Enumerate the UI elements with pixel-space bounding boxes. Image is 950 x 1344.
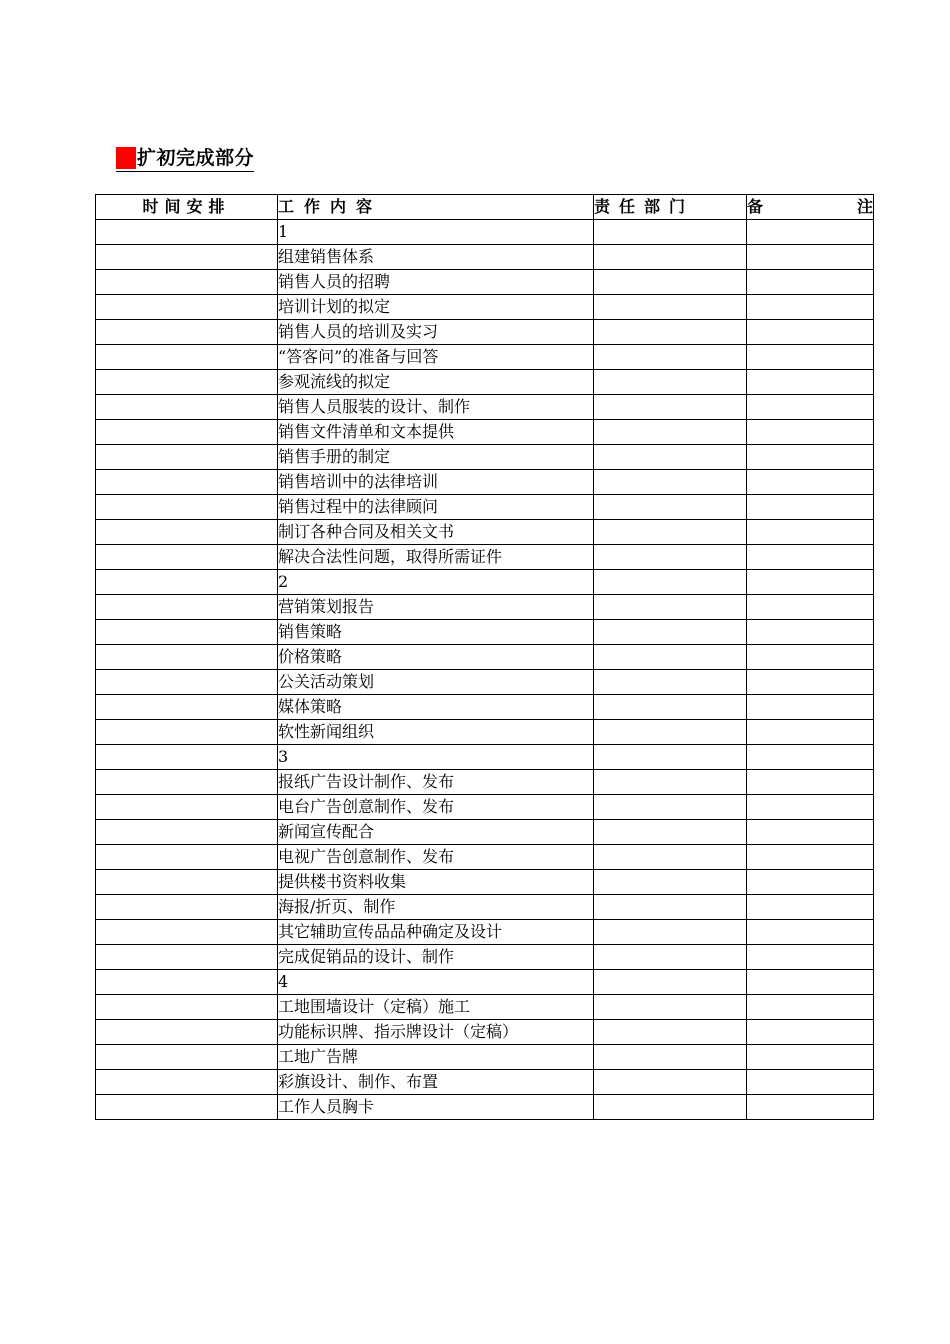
cell-note [747,870,874,895]
table-row [96,345,874,370]
cell-dept [594,570,747,595]
cell-content: 工作人员胸卡 [278,1095,594,1120]
cell-content: 完成促销品的设计、制作 [278,945,594,970]
cell-note [747,395,874,420]
cell-dept [594,270,747,295]
table-row [96,945,874,970]
cell-time [96,545,278,570]
table-row [96,670,874,695]
cell-dept [594,595,747,620]
table-row [96,1020,874,1045]
header-content: 工作内容 [278,195,594,220]
section-heading [116,145,254,172]
cell-content: 工地围墙设计（定稿）施工 [278,995,594,1020]
cell-content: 销售过程中的法律顾问 [278,495,594,520]
cell-content: 电台广告创意制作、发布 [278,795,594,820]
cell-content: “答客问”的准备与回答 [278,345,594,370]
cell-dept [594,545,747,570]
cell-note [747,720,874,745]
cell-time [96,895,278,920]
cell-time [96,695,278,720]
cell-time [96,1070,278,1095]
table-row [96,295,874,320]
cell-time [96,795,278,820]
cell-time [96,970,278,995]
cell-time [96,645,278,670]
table-row [96,320,874,345]
table-row [96,370,874,395]
cell-time [96,245,278,270]
cell-dept [594,795,747,820]
cell-time [96,370,278,395]
cell-note [747,895,874,920]
cell-dept [594,645,747,670]
cell-time [96,395,278,420]
cell-note [747,1045,874,1070]
cell-content: 工地广告牌 [278,1045,594,1070]
cell-content: 销售策略 [278,620,594,645]
cell-content: 销售手册的制定 [278,445,594,470]
cell-content: 2 [278,570,594,595]
cell-note [747,770,874,795]
cell-content: 销售文件清单和文本提供 [278,420,594,445]
table-row [96,895,874,920]
table-row [96,545,874,570]
table-row [96,820,874,845]
table-row [96,695,874,720]
table-row [96,995,874,1020]
cell-note [747,545,874,570]
cell-note [747,495,874,520]
cell-time [96,445,278,470]
cell-time [96,420,278,445]
cell-dept [594,245,747,270]
cell-note [747,420,874,445]
table-row [96,220,874,245]
cell-dept [594,945,747,970]
cell-content: 价格策略 [278,645,594,670]
cell-dept [594,395,747,420]
cell-content: 3 [278,745,594,770]
cell-dept [594,295,747,320]
cell-content: 提供楼书资料收集 [278,870,594,895]
cell-dept [594,770,747,795]
header-note: 备注 [747,195,874,220]
cell-note [747,1095,874,1120]
cell-content: 电视广告创意制作、发布 [278,845,594,870]
cell-note [747,645,874,670]
cell-note [747,970,874,995]
cell-time [96,1095,278,1120]
table-row [96,395,874,420]
cell-time [96,945,278,970]
cell-content: 公关活动策划 [278,670,594,695]
cell-note [747,1020,874,1045]
cell-dept [594,695,747,720]
cell-content: 媒体策略 [278,695,594,720]
cell-time [96,270,278,295]
table-row [96,770,874,795]
cell-note [747,820,874,845]
cell-time [96,295,278,320]
section-title: 扩初完成部分 [137,147,255,169]
table-row [96,520,874,545]
table-row [96,245,874,270]
cell-note [747,295,874,320]
cell-time [96,220,278,245]
table-row [96,595,874,620]
cell-dept [594,995,747,1020]
cell-dept [594,820,747,845]
cell-time [96,670,278,695]
cell-note [747,745,874,770]
cell-time [96,620,278,645]
cell-content: 销售培训中的法律培训 [278,470,594,495]
table-row [96,845,874,870]
cell-dept [594,520,747,545]
cell-dept [594,870,747,895]
table-row [96,570,874,595]
cell-note [747,245,874,270]
cell-dept [594,845,747,870]
cell-dept [594,745,747,770]
cell-note [747,620,874,645]
table-header-row [96,195,874,220]
table-row [96,420,874,445]
cell-dept [594,320,747,345]
cell-content: 培训计划的拟定 [278,295,594,320]
cell-note [747,445,874,470]
cell-content: 销售人员服装的设计、制作 [278,395,594,420]
table-row [96,1070,874,1095]
table-row [96,1095,874,1120]
cell-content: 软性新闻组织 [278,720,594,745]
table-row [96,745,874,770]
cell-time [96,745,278,770]
table-row [96,795,874,820]
header-dept: 责任部门 [594,195,747,220]
cell-note [747,695,874,720]
cell-note [747,220,874,245]
cell-time [96,345,278,370]
table-row [96,920,874,945]
cell-note [747,995,874,1020]
cell-note [747,795,874,820]
cell-content: 彩旗设计、制作、布置 [278,1070,594,1095]
cell-dept [594,220,747,245]
cell-dept [594,1095,747,1120]
cell-content: 解决合法性问题，取得所需证件 [278,545,594,570]
cell-dept [594,1070,747,1095]
cell-dept [594,1020,747,1045]
cell-note [747,670,874,695]
cell-time [96,720,278,745]
cell-content: 1 [278,220,594,245]
table-row [96,620,874,645]
header-time: 时间安排 [96,195,278,220]
cell-dept [594,970,747,995]
cell-note [747,270,874,295]
cell-time [96,920,278,945]
table-row [96,870,874,895]
schedule-table [95,194,874,1120]
cell-dept [594,470,747,495]
cell-content: 销售人员的招聘 [278,270,594,295]
cell-note [747,520,874,545]
cell-content: 参观流线的拟定 [278,370,594,395]
cell-note [747,470,874,495]
cell-time [96,520,278,545]
cell-dept [594,345,747,370]
table-row [96,445,874,470]
cell-dept [594,920,747,945]
table-row [96,970,874,995]
cell-content: 功能标识牌、指示牌设计（定稿） [278,1020,594,1045]
cell-content: 其它辅助宣传品品种确定及设计 [278,920,594,945]
cell-dept [594,420,747,445]
cell-note [747,945,874,970]
cell-dept [594,370,747,395]
table-row [96,270,874,295]
cell-note [747,370,874,395]
cell-time [96,1045,278,1070]
cell-note [747,570,874,595]
cell-content: 新闻宣传配合 [278,820,594,845]
cell-dept [594,670,747,695]
table-row [96,1045,874,1070]
cell-dept [594,620,747,645]
cell-dept [594,1045,747,1070]
cell-time [96,320,278,345]
cell-time [96,470,278,495]
cell-note [747,1070,874,1095]
cell-time [96,820,278,845]
cell-time [96,845,278,870]
table-row [96,645,874,670]
cell-time [96,495,278,520]
table-row [96,720,874,745]
cell-note [747,920,874,945]
cell-time [96,770,278,795]
cell-note [747,320,874,345]
cell-time [96,595,278,620]
cell-time [96,1020,278,1045]
cell-note [747,345,874,370]
table-row [96,495,874,520]
cell-dept [594,720,747,745]
cell-content: 销售人员的培训及实习 [278,320,594,345]
cell-dept [594,895,747,920]
cell-note [747,845,874,870]
red-marker-icon [116,147,136,169]
cell-content: 海报/折页、制作 [278,895,594,920]
cell-content: 报纸广告设计制作、发布 [278,770,594,795]
cell-content: 制订各种合同及相关文书 [278,520,594,545]
table-row [96,470,874,495]
cell-content: 4 [278,970,594,995]
cell-dept [594,445,747,470]
cell-time [96,995,278,1020]
cell-time [96,870,278,895]
cell-content: 组建销售体系 [278,245,594,270]
cell-note [747,595,874,620]
cell-content: 营销策划报告 [278,595,594,620]
cell-dept [594,495,747,520]
cell-time [96,570,278,595]
